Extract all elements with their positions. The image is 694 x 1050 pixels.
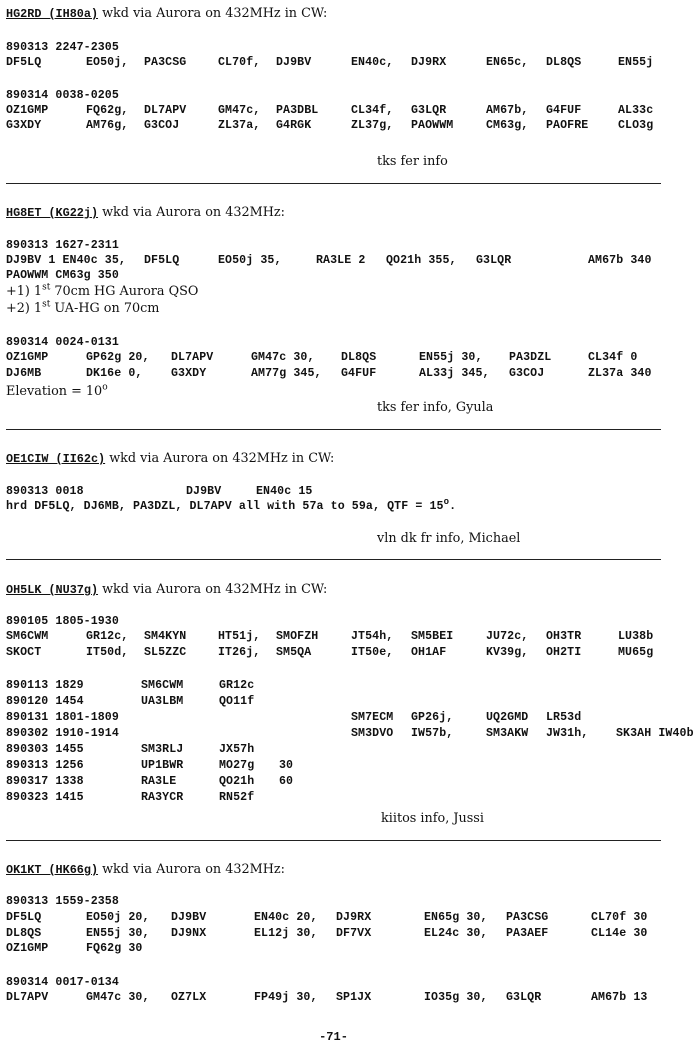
- heading-hg8et: HG8ET (KG22j) wkd via Aurora on 432MHz:: [6, 205, 285, 220]
- qso-row: SM6CWM GR12c, SM4KYN HT51j, SMOFZH JT54h, SM5BEI JU72c, OH3TR LU38b: [6, 630, 654, 643]
- section-divider: [6, 840, 661, 841]
- footnote: +2) 1st UA-HG on 70cm: [6, 299, 160, 316]
- qso-row: 890120 1454 UA3LBM QO11f: [6, 695, 255, 708]
- qso-row: DF5LQ EO50j, PA3CSG CL70f, DJ9BV EN40c, DJ9RX EN65c, DL8QS EN55j: [6, 56, 654, 69]
- qso-row: DL8QS EN55j 30, DJ9NX EL12j 30, DF7VX EL24c 30, PA3AEF CL14e 30: [6, 927, 648, 940]
- station-call: HG2RD (IH80a): [6, 7, 99, 21]
- thanks-note: vln dk fr info, Michael: [377, 531, 521, 546]
- date-line: 890313 1627-2311: [6, 239, 119, 252]
- heading-oh5lk: OH5LK (NU37g) wkd via Aurora on 432MHz in CW:: [6, 582, 328, 597]
- qso-row: OZ1GMP FQ62g 30: [6, 942, 143, 955]
- station-call: OE1CIW (II62c): [6, 452, 106, 466]
- elevation-note: Elevation = $10^o$: [6, 382, 108, 399]
- qso-row: G3XDY AM76g, G3COJ ZL37a, G4RGK ZL37g, PAOWWM CM63g, PAOFRE CLO3g: [6, 119, 654, 132]
- qso-row: 890303 1455 SM3RLJ JX57h: [6, 743, 255, 756]
- qso-row: 890302 1910-1914 SM3DVO IW57b, SM3AKW JW31h, SK3AH IW40b: [6, 727, 694, 740]
- qso-row: 890131 1801-1809 SM7ECM GP26j, UQ2GMD LR53d: [6, 711, 582, 724]
- station-call: HG8ET (KG22j): [6, 206, 99, 220]
- qso-row: DJ9BV 1 EN40c 35, DF5LQ EO50j 35, RA3LE 2 QO21h 355, G3LQR AM67b 340: [6, 254, 652, 267]
- section-divider: [6, 559, 661, 560]
- thanks-note: tks fer info, Gyula: [377, 400, 494, 415]
- date-line: 890314 0038-0205: [6, 89, 119, 102]
- date-line: 890314 0024-0131: [6, 336, 119, 349]
- qso-row: DF5LQ EO50j 20, DJ9BV EN40c 20, DJ9RX EN65g 30, PA3CSG CL70f 30: [6, 911, 648, 924]
- qso-row: DJ6MB DK16e 0, G3XDY AM77g 345, G4FUF AL33j 345, G3COJ ZL37a 340: [6, 367, 652, 380]
- page-number: -71-: [319, 1030, 348, 1044]
- qso-row: DL7APV GM47c 30, OZ7LX FP49j 30, SP1JX IO35g 30, G3LQR AM67b 13: [6, 991, 648, 1004]
- qso-row: OZ1GMP FQ62g, DL7APV GM47c, PA3DBL CL34f, G3LQR AM67b, G4FUF AL33c: [6, 104, 654, 117]
- section-divider: [6, 183, 661, 184]
- qso-row: OZ1GMP GP62g 20, DL7APV GM47c 30, DL8QS EN55j 30, PA3DZL CL34f 0: [6, 351, 638, 364]
- qso-row: PAOWWM CM63g 350: [6, 269, 119, 282]
- thanks-note: tks fer info: [377, 154, 448, 169]
- qso-row: 890317 1338 RA3LE QO21h 60: [6, 775, 294, 788]
- heading-oe1ciw: OE1CIW (II62c) wkd via Aurora on 432MHz in CW:: [6, 451, 335, 466]
- heading-ok1kt: OK1KT (HK66g) wkd via Aurora on 432MHz:: [6, 862, 285, 877]
- date-line: 890105 1805-1930: [6, 615, 119, 628]
- qso-row: SKOCT IT50d, SL5ZZC IT26j, SM5QA IT50e, OH1AF KV39g, OH2TI MU65g: [6, 646, 654, 659]
- heard-line: hrd DF5LQ, DJ6MB, PA3DZL, DL7APV all with 57a to 59a, QTF = $15^o$.: [6, 497, 457, 513]
- thanks-note: kiitos info, Jussi: [381, 811, 484, 826]
- qso-row: 890313 0018 DJ9BV EN40c 15: [6, 485, 313, 498]
- qso-row: 890323 1415 RA3YCR RN52f: [6, 791, 255, 804]
- footnote: +1) 1st 70cm HG Aurora QSO: [6, 282, 199, 299]
- qso-row: 890313 1256 UP1BWR MO27g 30: [6, 759, 294, 772]
- date-line: 890313 1559-2358: [6, 895, 119, 908]
- station-call: OK1KT (HK66g): [6, 863, 99, 877]
- date-line: 890313 2247-2305: [6, 41, 119, 54]
- heading-hg2rd: HG2RD (IH80a) wkd via Aurora on 432MHz in CW:: [6, 6, 328, 21]
- date-line: 890314 0017-0134: [6, 976, 119, 989]
- qso-row: 890113 1829 SM6CWM GR12c: [6, 679, 255, 692]
- section-divider: [6, 429, 661, 430]
- station-call: OH5LK (NU37g): [6, 583, 99, 597]
